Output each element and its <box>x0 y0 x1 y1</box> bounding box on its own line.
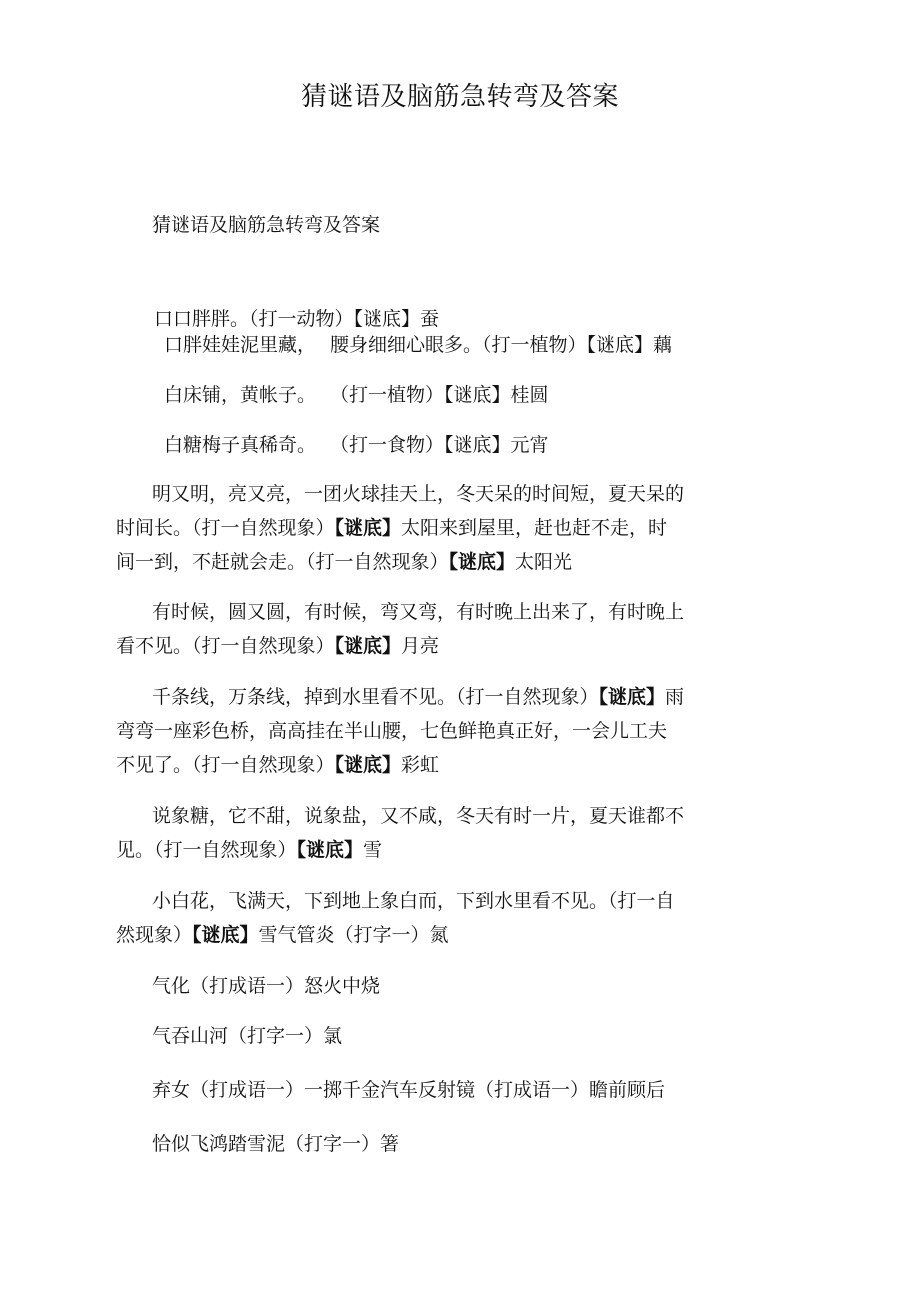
riddle-11: 气吞山河（打字一）氯 <box>152 1025 343 1047</box>
answer-label: 【谜底】 <box>444 434 511 456</box>
riddle-7-line-2: 弯弯一座彩色桥，高高挂在半山腰，七色鲜艳真正好，一会儿工夫 <box>116 720 668 742</box>
riddle-2-question-b: 腰身细细心眼多。（打一植物） <box>330 334 587 356</box>
riddle-7-answer: 雨 <box>665 686 685 708</box>
riddle-12: 弃女（打成语一）一掷千金汽车反射镜（打成语一）瞻前顾后 <box>152 1079 666 1101</box>
riddle-2-answer: 藕 <box>653 334 673 356</box>
riddle-3-question-a: 白床铺，黄帐子。 <box>164 384 317 406</box>
riddle-10: 气化（打成语一）怒火中烧 <box>152 975 381 997</box>
answer-label: 【谜底】 <box>334 635 402 657</box>
riddle-5-answer-text: 太阳来到屋里，赶也赶不走，时 <box>401 517 668 539</box>
riddle-5-text: 时间长。（打一自然现象） <box>116 517 335 539</box>
answer-label: 【谜底】 <box>353 308 421 330</box>
riddle-7-line-3 <box>116 752 439 778</box>
riddle-5-line-3 <box>116 549 572 575</box>
riddle-3-answer: 桂圆 <box>510 384 549 406</box>
answer-label: 【谜底】 <box>598 686 666 708</box>
answer-label: 【谜底】 <box>448 551 516 573</box>
riddle-5-line-1: 明又明，亮又亮，一团火球挂天上，冬天呆的时间短，夏天呆的 <box>152 483 685 505</box>
riddle-7-answer-b: 彩虹 <box>401 754 440 776</box>
riddle-9-line-2 <box>116 922 449 948</box>
riddle-9-text: 然现象） <box>116 924 193 946</box>
answer-label: 【谜底】 <box>444 384 511 406</box>
riddle-1-question: 口口胖胖。（打一动物） <box>154 308 354 330</box>
riddle-5-line-2 <box>116 515 667 541</box>
answer-label: 【谜底】 <box>586 334 654 356</box>
riddle-2 <box>164 332 672 358</box>
document-title: 猜谜语及脑筋急转弯及答案 <box>300 82 619 112</box>
riddle-4-question-b: （打一食物） <box>330 434 445 456</box>
document-subtitle: 猜谜语及脑筋急转弯及答案 <box>152 214 381 236</box>
riddle-7-text: 不见了。（打一自然现象） <box>116 754 335 776</box>
riddle-6-line-1: 有时候，圆又圆，有时候，弯又弯，有时晚上出来了，有时晚上 <box>152 601 685 623</box>
riddle-13: 恰似飞鸿踏雪泥（打字一）箸 <box>152 1133 400 1155</box>
riddle-7-text: 千条线，万条线，掉到水里看不见。（打一自然现象） <box>152 686 599 708</box>
riddle-4-answer: 元宵 <box>510 434 549 456</box>
riddle-4-question-a: 白糖梅子真稀奇。 <box>164 434 317 456</box>
answer-label: 【谜底】 <box>296 839 364 861</box>
riddle-5-answer: 太阳光 <box>515 551 573 573</box>
answer-label: 【谜底】 <box>334 517 402 539</box>
riddle-4 <box>164 432 549 458</box>
riddle-6-text: 看不见。（打一自然现象） <box>116 635 335 657</box>
riddle-6-answer: 月亮 <box>401 635 440 657</box>
answer-label: 【谜底】 <box>334 754 402 776</box>
riddle-8-answer: 雪 <box>363 839 383 861</box>
riddle-7-line-1 <box>152 684 684 710</box>
riddle-8-line-2 <box>116 837 382 863</box>
riddle-9-answer: 雪气管炎（打字一）氮 <box>258 924 449 946</box>
riddle-6-line-2 <box>116 633 439 659</box>
riddle-3 <box>164 382 549 408</box>
riddle-8-text: 见。（打一自然现象） <box>116 839 297 861</box>
riddle-8-line-1: 说象糖，它不甜，说象盐，又不咸，冬天有时一片，夏天谁都不 <box>152 805 685 827</box>
riddle-1-answer: 蚕 <box>420 308 440 330</box>
riddle-5-text: 间一到，不赶就会走。（打一自然现象） <box>116 551 449 573</box>
answer-label: 【谜底】 <box>192 924 259 946</box>
riddle-9-line-1: 小白花，飞满天，下到地上象白而，下到水里看不见。（打一自 <box>152 890 675 912</box>
riddle-2-question-a: 口胖娃娃泥里藏， <box>164 334 317 356</box>
riddle-1 <box>154 306 439 332</box>
riddle-3-question-b: （打一植物） <box>330 384 445 406</box>
